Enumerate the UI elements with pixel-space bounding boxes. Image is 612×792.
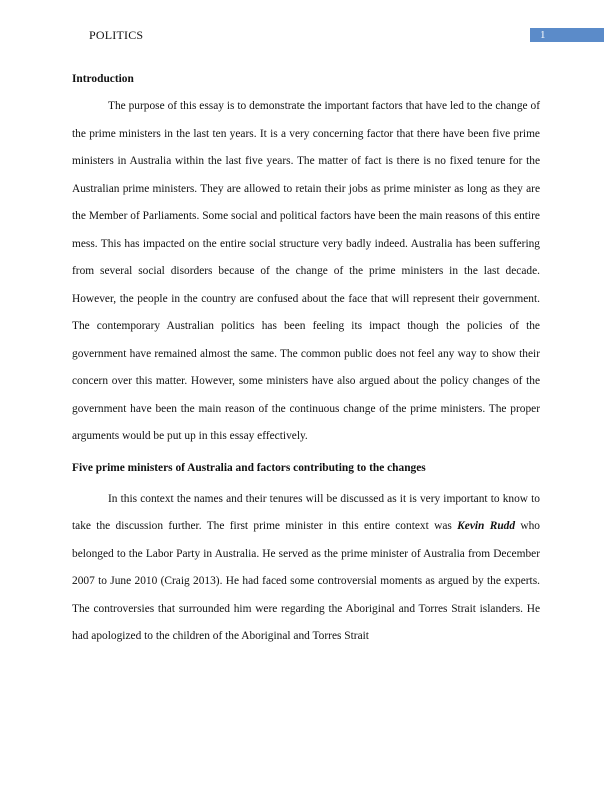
section-heading: Five prime ministers of Australia and factors contributing to the changes bbox=[72, 461, 426, 474]
intro-paragraph: The purpose of this essay is to demonstrate the important factors that have led to the change of the prime ministers in the last ten years. It is a very concerning factor that there have been five prime ministers in Australia within the last five years. The matter of fact is there is no fixed tenure for the Australian prime ministers. They are allowed to retain their jobs as prime minister as long as they are the Member of Parliaments. Some social and political factors have been the main reasons of this entire mess. This has impacted on the entire social structure very badly indeed. Australia has been suffering from several social disorders because of the change of the prime ministers in the last decade. However, the people in the country are confused about the face that will represent their government. The contemporary Australian politics has been feeling its impact though the policies of the government have remained almost the same. The common public does not feel any way to show their concern over this matter. However, some ministers have also argued about the policy changes of the government have been the main reason of the continuous change of the prime ministers. The proper arguments would be put up in this essay effectively. bbox=[72, 100, 540, 442]
intro-heading: Introduction bbox=[72, 73, 134, 85]
document-body bbox=[72, 66, 540, 651]
running-header-title: POLITICS bbox=[89, 28, 144, 42]
page-number: 1 bbox=[540, 29, 546, 41]
section-paragraph bbox=[72, 486, 540, 651]
paragraph-text-start: In this context the names and their tenures will be discussed as it is very important to know to take the discussion further. The first prime minister in this entire context was bbox=[72, 492, 540, 532]
page-number-badge bbox=[530, 28, 604, 42]
emphasized-name: Kevin Rudd bbox=[457, 520, 516, 532]
paragraph-text-end: who belonged to the Labor Party in Australia. He served as the prime minister of Australia from December 2007 to June 2010 (Craig 2013). He had faced some controversial moments as argued by the experts. The controversies that surrounded him were regarding the Aboriginal and Torres Strait islanders. He had apologized to the children of the Aboriginal and Torres Strait bbox=[72, 520, 540, 642]
